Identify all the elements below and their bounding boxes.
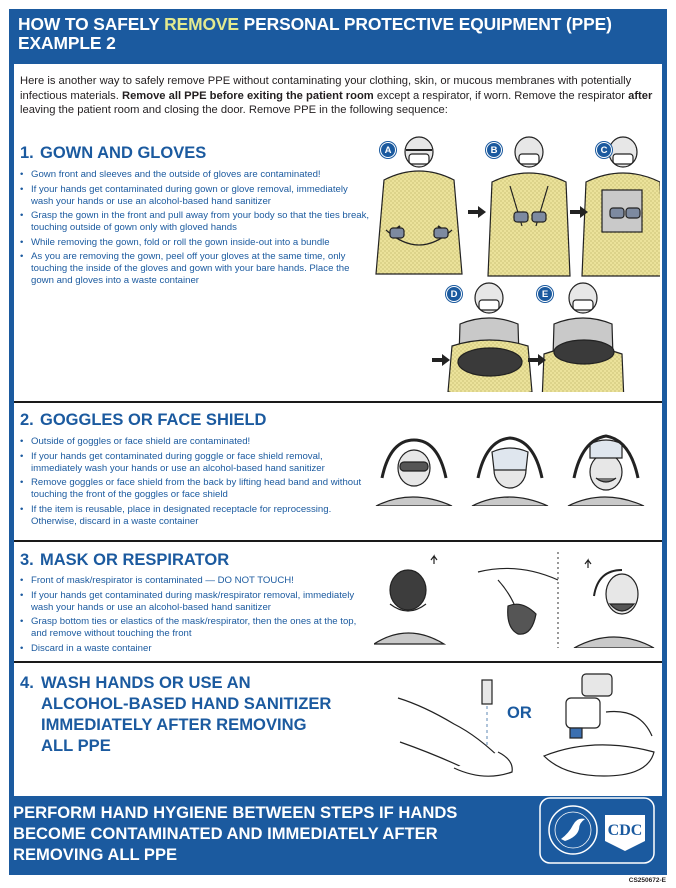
footer-line: BECOME CONTAMINATED AND IMMEDIATELY AFTER: [13, 824, 438, 843]
bullet-item: • Gown front and sleeves and the outside of gloves are contaminated!: [18, 169, 370, 181]
wash-title-line-4: ALL PPE: [41, 736, 111, 755]
bullet-item: • As you are removing the gown, peel off your gloves at the same time, only touching the inside of the gloves and gown with your bare hands. Place the gown and gloves into a waste container: [18, 251, 370, 287]
header-line-1: [18, 15, 658, 34]
agency-logos: [539, 797, 655, 864]
header-text: HOW TO SAFELY: [18, 14, 165, 34]
bullet-item: • Outside of goggles or face shield are contaminated!: [18, 436, 374, 448]
poster-header: [18, 15, 658, 53]
section-number: 1.: [20, 144, 34, 162]
bullet-item: • While removing the gown, fold or roll the gown inside-out into a bundle: [18, 237, 370, 249]
bullet-item: • If your hands get contaminated during mask/respirator removal, immediately wash your hands or use an alcohol-based hand sanitizer: [18, 590, 374, 614]
step-badge-c: C: [596, 142, 612, 158]
intro-bold-2: after: [628, 89, 653, 102]
wash-title-line-2: ALCOHOL-BASED HAND SANITIZER: [41, 694, 332, 713]
poster-frame: [9, 9, 667, 875]
hhs-seal-icon: [549, 806, 597, 854]
arrow-up-icon: [585, 560, 591, 568]
step-badge-a: A: [380, 142, 396, 158]
intro-bold-1: Remove all PPE before exiting the patient room: [121, 89, 374, 102]
section-title-text: MASK OR RESPIRATOR: [40, 551, 230, 569]
section-divider: [14, 401, 662, 403]
header-text-end: PERSONAL PROTECTIVE EQUIPMENT (PPE): [238, 14, 612, 34]
intro-paragraph: [20, 74, 656, 118]
footer-line: REMOVING ALL PPE: [13, 845, 178, 864]
bullet-item: • Front of mask/respirator is contaminated — DO NOT TOUCH!: [18, 575, 374, 587]
section-wash-title: [20, 672, 331, 756]
figure-e: [542, 283, 624, 392]
content-panel: [14, 64, 662, 796]
step-badge-d: D: [446, 286, 462, 302]
figure-b: [488, 137, 570, 276]
section-title-text: GOGGLES OR FACE SHIELD: [40, 411, 267, 429]
footer-line: PERFORM HAND HYGIENE BETWEEN STEPS IF HANDS: [13, 803, 458, 822]
wash-title-line-3: IMMEDIATELY AFTER REMOVING: [41, 715, 307, 734]
header-line-2: EXAMPLE 2: [18, 33, 116, 53]
bullet-item: • If your hands get contaminated during gown or glove removal, immediately wash your hands or use an alcohol-based hand sanitizer: [18, 184, 370, 208]
footer-message: [13, 802, 533, 865]
gown-removal-illustration: [364, 134, 660, 392]
section-goggles-bullets: [18, 436, 374, 530]
bullet-item: • If your hands get contaminated during goggle or face shield removal, immediately wash your hands or use an alcohol-based hand sanitizer: [18, 451, 374, 475]
section-divider: [14, 540, 662, 542]
cdc-logo-icon: [605, 815, 645, 851]
section-number: 4.: [20, 673, 34, 692]
wash-title-text: WASH HANDS OR USE AN: [41, 673, 251, 692]
section-mask-bullets: [18, 575, 374, 657]
intro-text-2: except a respirator, if worn. Remove the respirator: [373, 89, 629, 102]
or-label: OR: [507, 704, 532, 722]
arrow-up-icon: [431, 556, 437, 564]
section-number: 2.: [20, 411, 34, 429]
goggles-removal-illustration: [370, 434, 660, 506]
bullet-item: • Discard in a waste container: [18, 643, 374, 655]
section-divider: [14, 661, 662, 663]
svg-text:CDC: CDC: [607, 822, 643, 839]
figure-d: [448, 283, 532, 392]
wash-title-line-1: [20, 673, 251, 692]
figure-c: [582, 137, 660, 276]
section-title-text: GOWN AND GLOVES: [40, 144, 207, 162]
intro-text-1: Here is another way to safely remove PPE without contaminating your clothing, skin, or mucous membranes with potentially infectious materials.: [20, 75, 632, 102]
bullet-item: • Remove goggles or face shield from the back by lifting head band and without touching the front of the goggles or face shield: [18, 477, 374, 501]
hand-hygiene-illustration: [394, 672, 660, 782]
bullet-item: • Grasp bottom ties or elastics of the mask/respirator, then the ones at the top, and remove without touching the front: [18, 616, 374, 640]
section-gown-bullets: [18, 169, 370, 290]
section-gown-title: [20, 144, 206, 163]
step-badge-b: B: [486, 142, 502, 158]
document-code: CS250672-E: [628, 877, 666, 884]
header-highlight: REMOVE: [164, 14, 239, 34]
section-number: 3.: [20, 551, 34, 569]
bullet-item: • Grasp the gown in the front and pull away from your body so that the ties break, touching outside of gown only with gloved hands: [18, 210, 370, 234]
mask-removal-illustration: [374, 552, 660, 648]
intro-text-3: leaving the patient room and closing the door. Remove PPE in the following sequence:: [20, 104, 448, 116]
step-badge-e: E: [537, 286, 553, 302]
section-mask-title: [20, 551, 229, 570]
bullet-item: • If the item is reusable, place in designated receptacle for reprocessing. Otherwise, discard in a waste container: [18, 504, 374, 528]
section-goggles-title: [20, 411, 266, 430]
